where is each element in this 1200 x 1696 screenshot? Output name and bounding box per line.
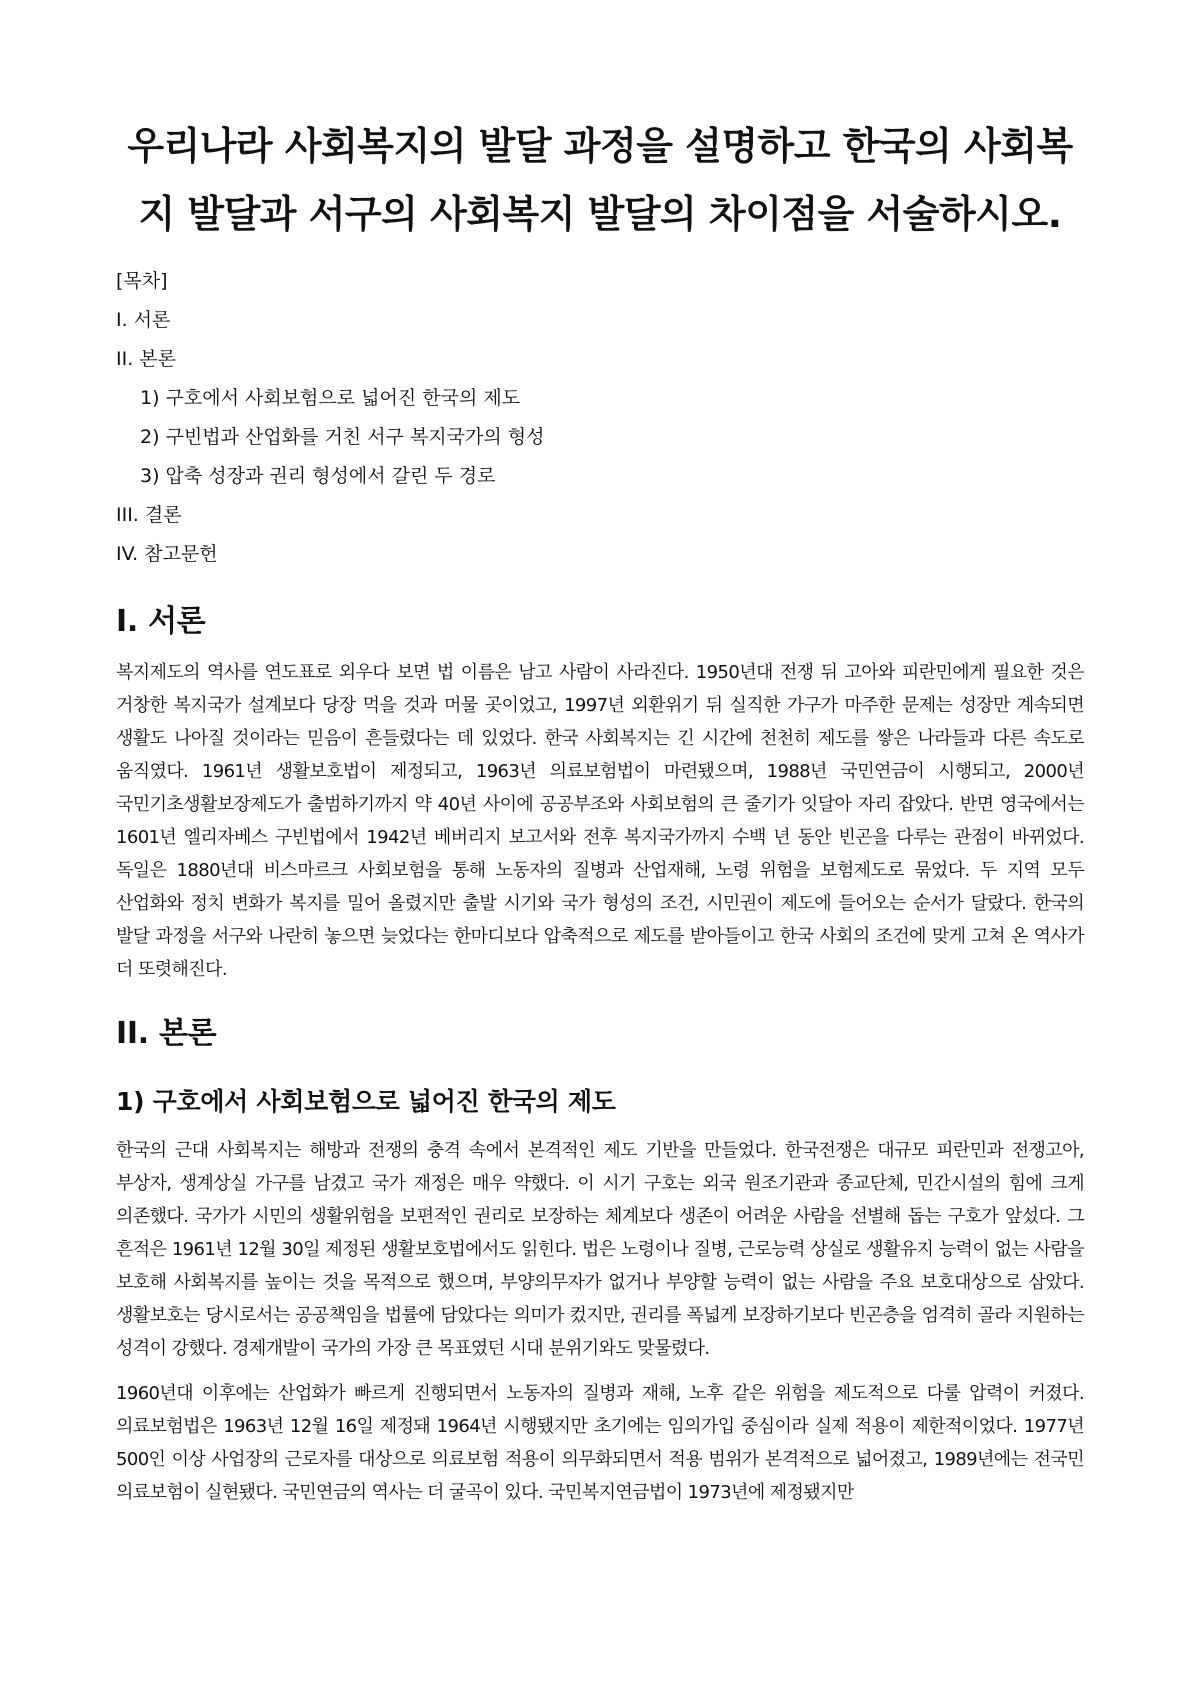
body-paragraph: 한국의 근대 사회복지는 해방과 전쟁의 충격 속에서 본격적인 제도 기반을 만들었다. 한국전쟁은 대규모 피란민과 전쟁고아, 부상자, 생계상실 가구를 남겼고 국가 재정은 매우 약했다. 이 시기 구호는 외국 원조기관과 종교단체, 민간시설의 힘에 크게 의존했다. 국가가 시민의 생활위험을 보편적인 권리로 보장하는 체계보다 생존이 어려운 사람을 선별해 돕는 구호가 앞섰다. 그 흔적은 1961년 12월 30일 제정된 생활보호법에서도 읽힌다. 법은 노령이나 질병, 근로능력 상실로 생활유지 능력이 없는 사람을 보호해 사회복지를 높이는 것을 목적으로 했으며, 부양의무자가 없거나 부양할 능력이 없는 사람을 주요 보호대상으로 삼았다. 생활보호는 당시로서는 공공책임을 법률에 담았다는 의미가 컸지만, 권리를 폭넓게 보장하기보다 빈곤층을 엄격히 골라 지원하는 성격이 강했다. 경제개발이 국가의 가장 큰 목표였던 시대 분위기와도 맞물렸다.: [116, 1140, 1084, 1359]
table-of-contents: [116, 262, 1084, 574]
toc-subitem: 1) 구호에서 사회보험으로 넓어진 한국의 제도: [140, 387, 521, 409]
document-title: 우리나라 사회복지의 발달 과정을 설명하고 한국의 사회복지 발달과 서구의 사회복지 발달의 차이점을 서술하시오.: [127, 124, 1073, 236]
toc-heading: [목차]: [116, 270, 168, 292]
toc-item: IV. 참고문헌: [116, 543, 218, 565]
section-heading-intro: I. 서론: [116, 604, 206, 639]
toc-subitem: 2) 구빈법과 산업화를 거친 서구 복지국가의 형성: [140, 426, 545, 448]
toc-item: I. 서론: [116, 309, 171, 331]
subsection-heading-1: 1) 구호에서 사회보험으로 넓어진 한국의 제도: [116, 1087, 616, 1116]
toc-item: II. 본론: [116, 348, 176, 370]
section-heading-body: II. 본론: [116, 1016, 217, 1051]
toc-subitem: 3) 압축 성장과 권리 형성에서 갈린 두 경로: [140, 465, 496, 487]
body-paragraph: 1960년대 이후에는 산업화가 빠르게 진행되면서 노동자의 질병과 재해, 노후 같은 위험을 제도적으로 다룰 압력이 커졌다. 의료보험법은 1963년 12월 16일 제정돼 1964년 시행됐지만 초기에는 임의가입 중심이라 실제 적용이 제한적이었다. 1977년 500인 이상 사업장의 근로자를 대상으로 의료보험 적용이 의무화되면서 적용 범위가 본격적으로 넓어졌고, 1989년에는 전국민 의료보험이 실현됐다. 국민연금의 역사는 더 굴곡이 있다. 국민복지연금법이 1973년에 제정됐지만: [116, 1383, 1084, 1503]
intro-paragraph: 복지제도의 역사를 연도표로 외우다 보면 법 이름은 남고 사람이 사라진다. 1950년대 전쟁 뒤 고아와 피란민에게 필요한 것은 거창한 복지국가 설계보다 당장 먹을 것과 머물 곳이었고, 1997년 외환위기 뒤 실직한 가구가 마주한 문제는 성장만 계속되면 생활도 나아질 것이라는 믿음이 흔들렸다는 데 있었다. 한국 사회복지는 긴 시간에 천천히 제도를 쌓은 나라들과 다른 속도로 움직였다. 1961년 생활보호법이 제정되고, 1963년 의료보험법이 마련됐으며, 1988년 국민연금이 시행되고, 2000년 국민기초생활보장제도가 출범하기까지 약 40년 사이에 공공부조와 사회보험의 큰 줄기가 잇달아 자리 잡았다. 반면 영국에서는 1601년 엘리자베스 구빈법에서 1942년 베버리지 보고서와 전후 복지국가까지 수백 년 동안 빈곤을 다루는 관점이 바뀌었다. 독일은 1880년대 비스마르크 사회보험을 통해 노동자의 질병과 산업재해, 노령 위험을 보험제도로 묶었다. 두 지역 모두 산업화와 정치 변화가 복지를 밀어 올렸지만 출발 시기와 국가 형성의 조건, 시민권이 제도에 들어오는 순서가 달랐다. 한국의 발달 과정을 서구와 나란히 놓으면 늦었다는 한마디보다 압축적으로 제도를 받아들이고 한국 사회의 조건에 맞게 고쳐 온 역사가 더 또렷해진다.: [116, 662, 1084, 980]
toc-item: III. 결론: [116, 504, 182, 526]
